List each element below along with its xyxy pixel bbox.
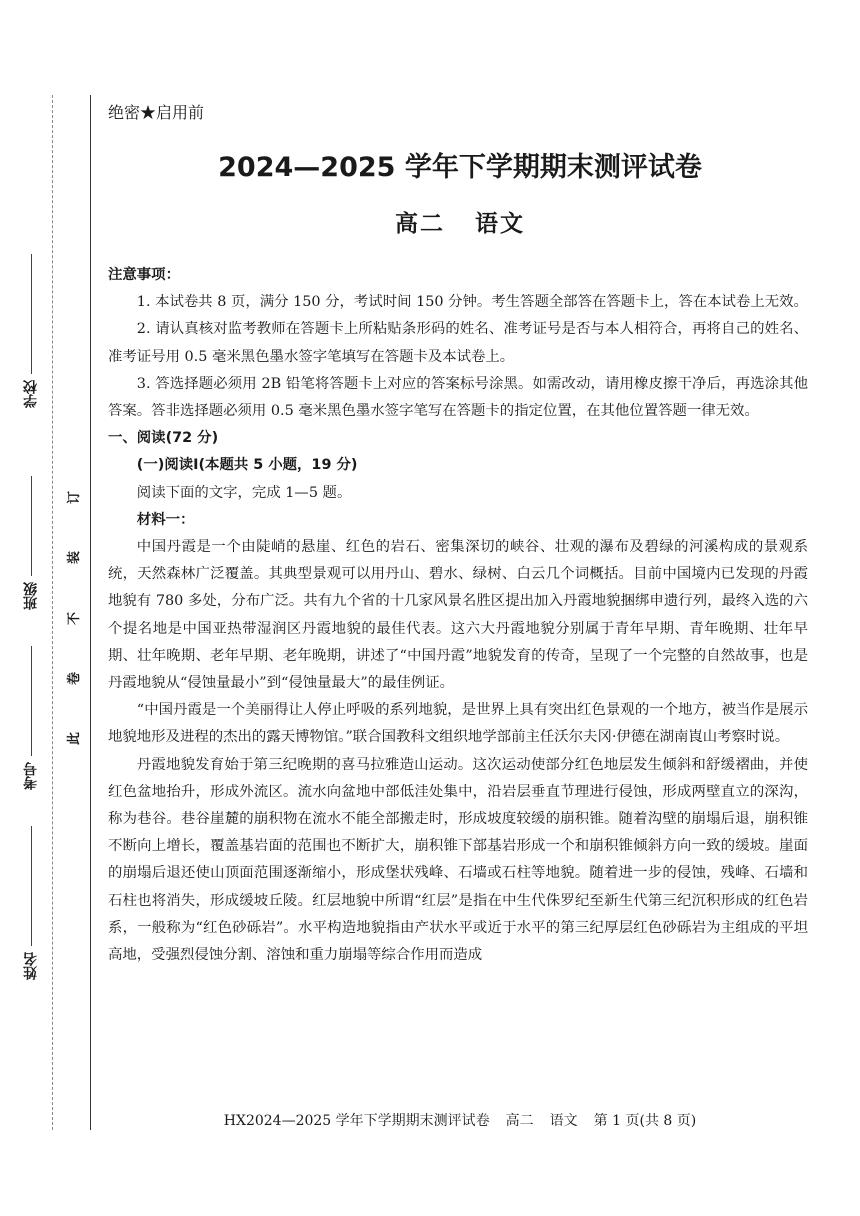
class-field-line[interactable] bbox=[31, 476, 32, 576]
exam-number-label: 考号 bbox=[23, 762, 39, 790]
material-label: 材料一： bbox=[136, 511, 195, 528]
name-field-line[interactable] bbox=[31, 826, 32, 946]
exam-number-field[interactable] bbox=[14, 640, 48, 790]
class-field[interactable] bbox=[14, 470, 48, 610]
exam-content bbox=[108, 262, 808, 969]
seal-char: 装 bbox=[67, 551, 83, 565]
seal-char: 卷 bbox=[67, 671, 83, 685]
passage-paragraph: “中国丹霞是一个美丽得让人停止呼吸的系列地貌，是世界上具有突出红色景观的一个地方，被当作是展示地貌地形及进程的杰出的露天博物馆。”联合国教科文组织地学部前主任沃尔夫冈·伊德在湖南崀山考察时说。 bbox=[108, 702, 808, 746]
seal-char: 订 bbox=[67, 490, 83, 505]
passage-paragraph: 丹霞地貌发育始于第三纪晚期的喜马拉雅造山运动。这次运动使部分红色地层发生倾斜和舒缓褶曲，并使红色盆地抬升，形成外流区。流水向盆地中部低洼处集中，沿岩层垂直节理进行侵蚀，形成两壁直立的深沟，称为巷谷。巷谷崖麓的崩积物在流水不能全部搬走时，形成坡度较缓的崩积锥。随着沟壁的崩塌后退，崩积锥不断向上增长，覆盖基岩面的范围也不断扩大，崩积锥下部基岩形成一个和崩积锥倾斜方向一致的缓坡。崖面的崩塌后退还使山顶面范围逐渐缩小，形成堡状残峰、石墙或石柱等地貌。随着进一步的侵蚀，残峰、石墙和石柱也将消失，形成缓坡丘陵。红层地貌中所谓“红层”是指在中生代侏罗纪至新生代第三纪沉积形成的红色岩系，一般称为“红色砂砾岩”。水平构造地貌指由产状水平或近于水平的第三纪厚层红色砂砾岩为主组成的平坦高地，受强烈侵蚀分割、溶蚀和重力崩塌等综合作用而造成 bbox=[108, 756, 808, 964]
page-footer bbox=[100, 1110, 820, 1130]
page-title: 2024—2025 学年下学期期末测评试卷 bbox=[218, 152, 702, 183]
subsection-heading: (一)阅读Ⅰ(本题共 5 小题，19 分) bbox=[136, 457, 358, 474]
grade-label: 高二 bbox=[395, 211, 445, 237]
notice-heading: 注意事项： bbox=[108, 267, 180, 283]
secret-mark: 绝密★启用前 bbox=[108, 103, 205, 122]
subject-label: 语文 bbox=[475, 211, 525, 237]
name-field[interactable] bbox=[14, 820, 48, 980]
footer-page-number: 第 1 页(共 8 页) bbox=[593, 1113, 697, 1129]
notice-item: 1. 本试卷共 8 页，满分 150 分，考试时间 150 分钟。考生答题全部答在答题卡上，答在本试卷上无效。 bbox=[136, 294, 808, 311]
class-label: 班级 bbox=[23, 582, 39, 610]
binding-margin-line bbox=[90, 95, 91, 1130]
footer-subject: 语文 bbox=[549, 1113, 578, 1129]
school-field[interactable] bbox=[14, 248, 48, 408]
footer-title: HX2024—2025 学年下学期期末测评试卷 bbox=[223, 1113, 490, 1129]
notice-item: 2. 请认真核对监考教师在答题卡上所粘贴条形码的姓名、准考证号是否与本人相符合，再将自己的姓名、准考证号用 0.5 毫米黑色墨水签字笔填写在答题卡及本试卷上。 bbox=[108, 321, 808, 365]
school-field-line[interactable] bbox=[31, 254, 32, 374]
binding-dashed-line bbox=[52, 95, 53, 1130]
school-label: 学校 bbox=[23, 380, 39, 408]
seal-char: 此 bbox=[67, 731, 83, 746]
name-label: 姓名 bbox=[23, 952, 39, 980]
passage-paragraph: 中国丹霞是一个由陡峭的悬崖、红色的岩石、密集深切的峡谷、壮观的瀑布及碧绿的河溪构成的景观系统，天然森林广泛覆盖。其典型景观可以用丹山、碧水、绿树、白云几个词概括。目前中国境内已发现的丹霞地貌有 780 多处，分布广泛。共有九个省的十几家风景名胜区提出加入丹霞地貌捆绑申遗行列，最终入选的六个提名地是中国亚热带湿润区丹霞地貌的最佳代表。这六大丹霞地貌分别属于青年早期、青年晚期、壮年早期、壮年晚期、老年早期、老年晚期，讲述了“中国丹霞”地貌发育的传奇，呈现了一个完整的自然故事，也是丹霞地貌从“侵蚀量最小”到“侵蚀量最大”的最佳例证。 bbox=[108, 539, 808, 692]
page-subtitle bbox=[100, 205, 820, 238]
reading-instruction: 阅读下面的文字，完成 1—5 题。 bbox=[136, 484, 352, 501]
seal-warning bbox=[60, 488, 86, 748]
exam-number-field-line[interactable] bbox=[31, 646, 32, 756]
seal-char: 不 bbox=[67, 611, 83, 625]
footer-grade: 高二 bbox=[505, 1113, 534, 1129]
notice-item: 3. 答选择题必须用 2B 铅笔将答题卡上对应的答案标号涂黑。如需改动，请用橡皮擦干净后，再选涂其他答案。答非选择题必须用 0.5 毫米黑色墨水签字笔写在答题卡的指定位置，在其他位置答题一律无效。 bbox=[108, 375, 808, 420]
section-heading: 一、阅读(72 分) bbox=[108, 430, 219, 447]
